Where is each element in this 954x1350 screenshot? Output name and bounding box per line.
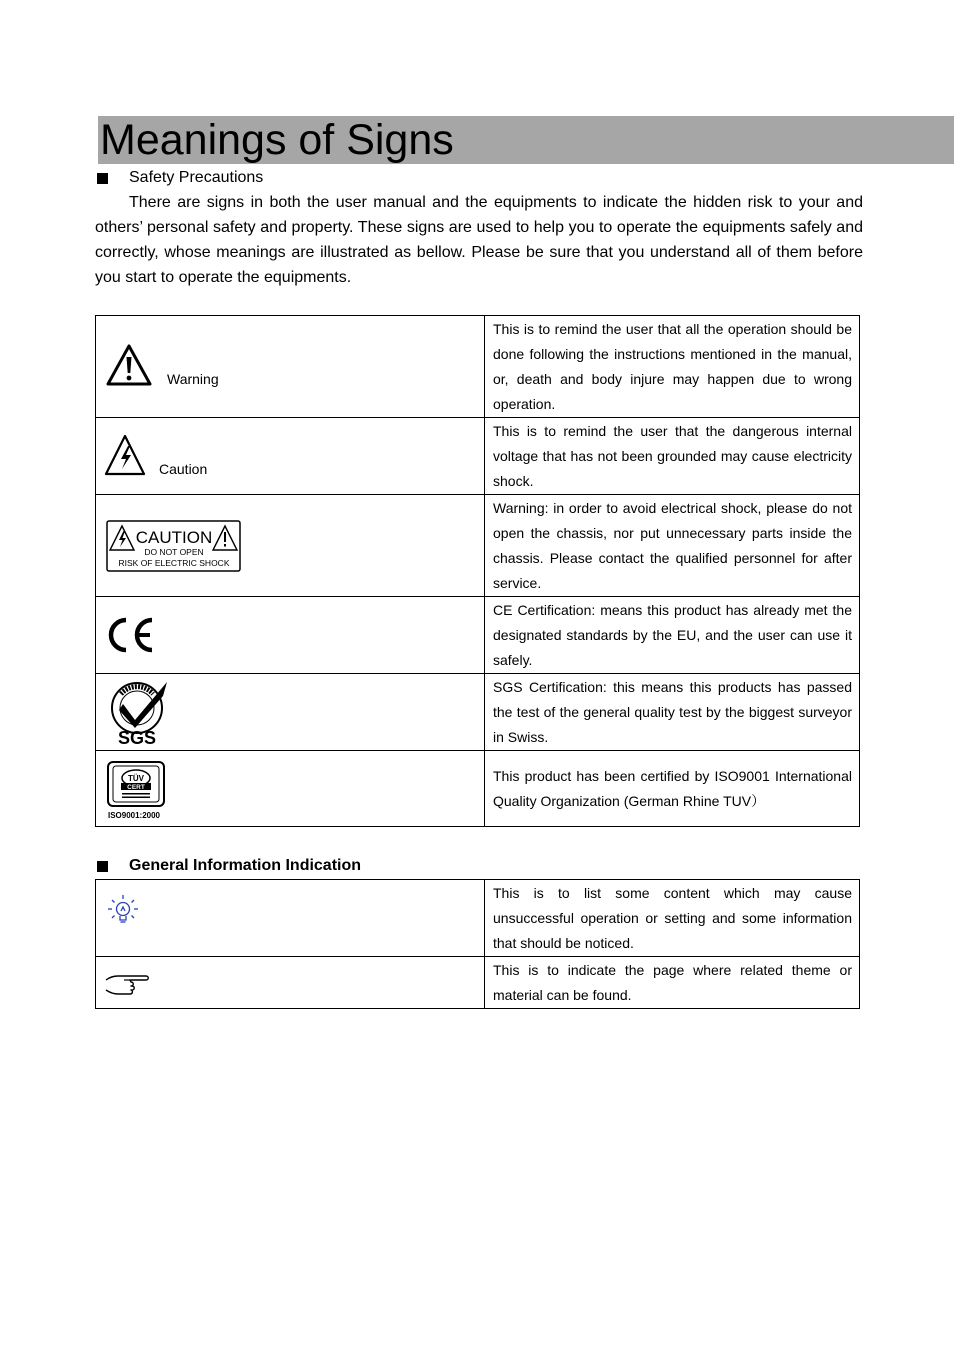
- caution-label: Caution: [159, 461, 208, 477]
- sign-cell-tuv: [96, 751, 485, 827]
- bullet-square-icon: [97, 173, 108, 184]
- table-row: [96, 674, 860, 751]
- bullet-square-icon: [97, 861, 108, 872]
- pointing-hand-icon: [104, 971, 150, 997]
- lightning-triangle-icon: [104, 434, 146, 476]
- info-cell-tip: [96, 880, 485, 957]
- general-heading-text: General Information Indication: [129, 857, 362, 874]
- table-row: [96, 957, 860, 1009]
- safety-signs-table: [95, 315, 860, 827]
- page-title: Meanings of Signs: [100, 116, 454, 164]
- general-info-table: [95, 879, 860, 1009]
- sign-cell-ce: [96, 597, 485, 674]
- table-row: [96, 418, 860, 495]
- general-information-heading: [97, 855, 361, 877]
- ce-description: CE Certification: means this product has already met the designated standards by the EU, and the user can use it safely.: [485, 597, 860, 674]
- caution-word: CAUTION: [135, 528, 213, 547]
- sign-cell-warning: [96, 316, 485, 418]
- tip-description: This is to list some content which may cause unsuccessful operation or setting and some information that should be noticed.: [485, 880, 860, 957]
- reference-description: This is to indicate the page where related theme or material can be found.: [485, 957, 860, 1009]
- safety-precautions-heading: [97, 167, 263, 189]
- caution-description: This is to remind the user that the dangerous internal voltage that has not been grounded may cause electricity shock.: [485, 418, 860, 495]
- table-row: [96, 880, 860, 957]
- svg-text:TÜV: TÜV: [128, 774, 144, 783]
- caution-line-2: RISK OF ELECTRIC SHOCK: [118, 558, 230, 568]
- tuv-description: This product has been certified by ISO9001 International Quality Organization (German Rhine TUV）: [485, 751, 860, 827]
- sign-cell-caution-label: [96, 495, 485, 597]
- warning-description: This is to remind the user that all the operation should be done following the instructions mentioned in the manual, or, death and body injure may happen due to wrong operation.: [485, 316, 860, 418]
- sgs-logo-text: SGS: [117, 728, 157, 746]
- sgs-description: SGS Certification: this means this products has passed the test of the general quality test by the biggest surveyor in Swiss.: [485, 674, 860, 751]
- table-row: [96, 495, 860, 597]
- table-row: [96, 751, 860, 827]
- safety-heading-text: Safety Precautions: [129, 169, 264, 186]
- table-row: [96, 316, 860, 418]
- warning-triangle-icon: [106, 344, 152, 386]
- info-cell-reference: [96, 957, 485, 1009]
- svg-text:CERT: CERT: [127, 784, 145, 791]
- caution-line-1: DO NOT OPEN: [144, 547, 204, 557]
- safety-intro-paragraph: There are signs in both the user manual and the equipments to indicate the hidden risk to your and others’ personal safety and property. These signs are used to help you to operate the equipments safely and correctly, whose meanings are illustrated as bellow. Please be sure that you understand all of them before you start to operate the equipments.: [95, 194, 863, 286]
- tuv-logo-caption: ISO9001:2000: [107, 811, 161, 820]
- table-row: [96, 597, 860, 674]
- tuv-cert-icon: [106, 760, 168, 820]
- lightbulb-tip-icon: [105, 892, 141, 928]
- sign-cell-sgs: [96, 674, 485, 751]
- sgs-certification-icon: [107, 680, 171, 746]
- caution-label-icon: [106, 520, 241, 572]
- caution-label-description: Warning: in order to avoid electrical shock, please do not open the chassis, nor put unnecessary parts inside the chassis. Please contact the qualified personnel for after service.: [485, 495, 860, 597]
- warning-label: Warning: [167, 371, 219, 387]
- ce-mark-icon: [104, 615, 156, 655]
- sign-cell-caution: [96, 418, 485, 495]
